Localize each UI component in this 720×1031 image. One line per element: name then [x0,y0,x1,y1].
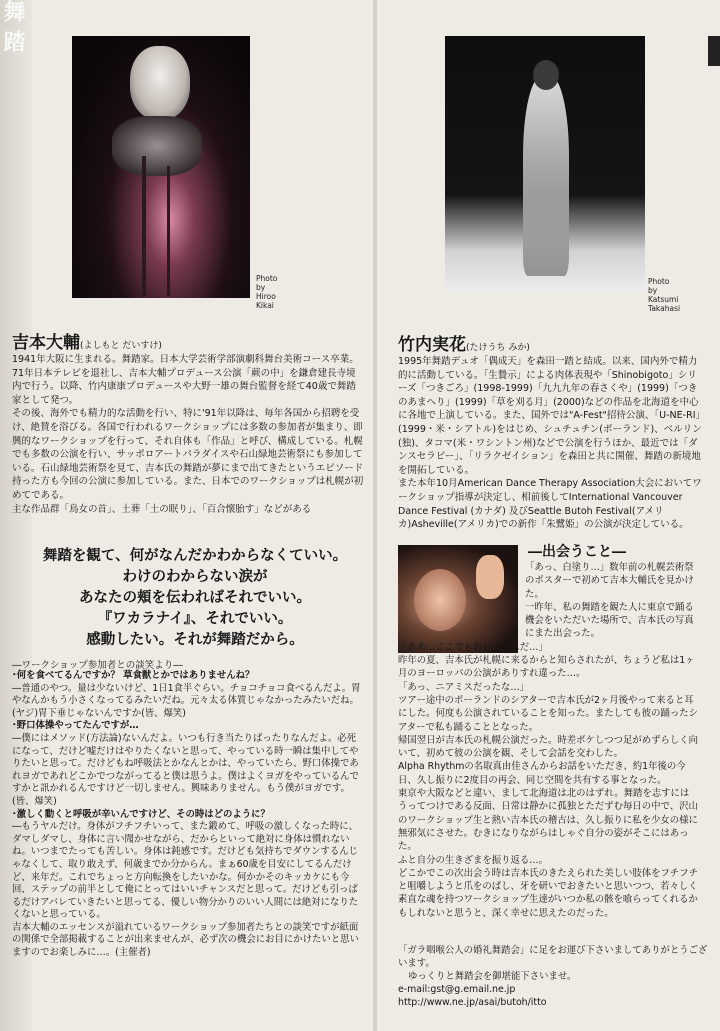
right-edge-mark [708,36,720,66]
yoshimoto-photo [72,36,250,298]
footer-line: ゆっくりと舞踏会を御堪能下さいませ。 [408,971,577,982]
photo-face [130,46,190,120]
takeuchi-bio [398,355,704,532]
workshop-question: ･何を食べてるんですか？ 草食獣とかではありませんね？ [12,670,255,681]
bio-paragraph: 主な作品群「鳥女の首」、土葬「土の眠り」、「百合懐胎す」などがある [12,503,312,515]
photo-head [533,60,559,90]
workshop-answer: ―もうヤルだけ。身体がフチフチいって、また鍛めて、呼吸の激しくなった時に、ダマしダマし、身体に言い聞かせながら、だからといって絶対に身体は慣れないね。いつまでたっても苦しい。身体は鈍感です。だけども気持ちでダウンするんじゃなくして、取り敢えず、何歳までか分からん。まぁ60歳を目安にしてるんだけど、来年だ。これでちょっと方向転換をしたいかな。何かかそのキッカケにも今回、ステップの前半として俺にとってはいいチャンスだと思って。だけども引っぱるだけアバレていきたいと思ってる、優しい物分かりのいい人間には絶対になりたくないと思っている。 [12,821,359,921]
workshop-answer: (ヤジ)胃下垂じゃないんですか(皆、爆笑) [12,707,186,719]
poem-line: 感動したい。それが舞踏だから。 [86,631,304,648]
closing-notice [398,944,708,1009]
workshop-answer: ―僕にはメソッド(方法論)ないんだよ。いつも行き当たりばったりなんだよ。必死になって、だけど嘘だけはやりたくないと思って、やっている時一瞬は集中してやりたいと思って。だけどもね呼吸法とかなんとかは、やっていたら、野口体操であれヨガであれどこかでつながってると僕は思うよ。僕はよくヨガをやっているんですかと訊かれるんですけど一切しません。興味ありません。もう僕がヨガです。(皆、爆笑) [12,732,359,807]
encounter-paragraph: どこかでこの次出会う時は吉本氏のきたえられた美しい肢体をフチフチと咀嚼しようと爪をのばし、牙を研いでおきたいと思いつつ、若々しく素直な魂を持つワークショップ生達がいつか私の骸を喰らってくれるかもしれないと思うと、深く幸せに思えたのだった。 [398,867,699,919]
workshop-conversation [12,670,362,960]
poem-line: わけのわからない涙が [122,568,268,585]
takeuchi-photo-credit: Photo by Katsumi Takahasi [648,277,681,313]
workshop-question: ･野口体操やってたんですが… [12,720,139,732]
workshop-heading: ―ワークショップ参加者との談笑より― [12,660,183,671]
takeuchi-name: 竹内実花 [398,335,466,355]
footer-line: 「ガラ咽喉公人の婚礼舞踏会」に足をお運び下さいましてありがとうございます。 [398,945,708,969]
encounter-paragraph: 「ああ…ここでもおどったんだ…」 [398,641,548,653]
photo-figure [523,76,569,276]
encounter-title: ―出会うこと― [528,544,626,560]
spine-lettering: 舞踏 [0,0,25,60]
photo-stick [142,156,146,296]
encounter-paragraph: 「あっ、白塗り…」数年前の札幌芸術祭のポスターで初めて吉本大輔氏を見かけた。 [525,562,694,600]
encounter-paragraph: ツアー途中のポーランドのシアターで吉本氏が2ヶ月後やって来ると耳にした。何度も公演されていることを知った。またしても彼の踊ったシアターで私も踊ることとなった。 [398,694,699,733]
contact-url[interactable]: http://www.ne.jp/asai/butoh/itto [398,997,547,1008]
encounter-paragraph: 一昨年、私の舞踏を観た人に東京で踊る機会をいただいた場所で、吉本氏の写真にまた出会った。 [525,601,694,640]
poem-block [30,545,360,650]
workshop-answer: ―普通のやつ。量は少ないけど、1日1食半ぐらい。チョコチョコ食べるんだよ。胃やなんかもう小さくなってるみたいだね。元々太る体質じゃなかったみたいだね。 [12,682,361,707]
center-gutter [373,0,377,1031]
workshop-answer: 吉本大輔のエッセンスが溢れているワークショップ参加者たちとの談笑ですが紙面の関係で全部掲載することが出来ませんが、必ず次の機会にお目にかけたいと思いますのでお楽しみに…。(主催者) [12,921,359,959]
yoshimoto-name: 吉本大輔 [12,333,80,353]
poem-line: あなたの頬を伝わればそれでいい。 [79,589,311,606]
yoshimoto-bio [12,353,364,516]
workshop-question: ･激しく動くと呼吸が辛いんですけど、その時はどのように？ [12,808,270,820]
encounter-paragraph: ふと自分の生きざまを振り返る…。 [398,854,549,866]
poem-line: 『ワカラナイ』、それでいい。 [97,610,293,627]
takeuchi-photo [445,36,645,292]
bio-paragraph: 1995年舞踏デュオ「偶成天」を森田一踏と結成。以来、国内外で精力的に活動している。「生贄示」による肉体表現や「Shinobigoto」シリーズ「つきごろ」(1998-1999)「九九九年の春さくや」(1999)「つきのあまへり」(1999)「草を刈る月」(2000)などの作品を北海道を中心に各地で上演している。また、国外では"A-Fest"招待公演、「U-NE-RI」(1999・米・シアトル)をはじめ、シュチュチン(ポーランド)、ベルリン(独)、タコマ(米・ワシントン州)などで公演を行うほか、最近では「ダンスセラピー」、「リラクゼイション」を森田と共に開催、舞踏の新境地を開拓している。 [398,356,702,476]
bio-paragraph: その後、海外でも精力的な活動を行い、特に'91年以降は、毎年各国から招聘を受け、絶賛を浴びる。各国で行われるワークショップには多数の参加者が集まり、即興的なワークショップを行って、それ自体も「作品」と呼び、構成している。札幌でも多数の公演を行い、サッポロアートパラダイスや石山緑地芸術祭にも参加している。石山緑地芸術祭を見て、吉本氏の舞踏が夢にまで出てきたというエピソード持った方も今回の公演に参加している。また、日本でのワークショップは札幌が初めてである。 [12,408,364,501]
takeuchi-name-heading [398,330,530,355]
photo-stick [167,166,170,296]
encounter-paragraph: 帰国翌日が吉本氏の札幌公演だった。時差ボケしつつ足がめずらしく向いて、初めて彼の公演を観、そして会話を交わした。 [398,734,699,760]
encounter-essay [398,561,698,920]
photo-body [112,116,202,176]
yoshimoto-photo-credit: Photo by Hiroo Kikai [256,274,278,310]
contact-email[interactable]: e-mail:gst@g.email.ne.jp [398,984,516,995]
takeuchi-reading: (たけうち みか) [466,343,530,353]
bio-paragraph: 1941年大阪に生まれる。舞踏家。日本大学芸術学部演劇科舞台美術コース卒業。71年日本テレビを退社し、吉本大輔プロデュース公演「蕨の中」を鎌倉建長寺境内で行う。以降、竹内康康プロデュースや大野一雄の舞台監督を経て40歳で舞踏家として発つ。 [12,354,359,406]
yoshimoto-reading: (よしもと だいすけ) [80,341,162,351]
encounter-paragraph: 「あっ、ニアミスだったな…」 [398,681,530,693]
encounter-paragraph: 昨年の夏、吉本氏が札幌に来るからと知らされたが、ちょうど私は1ヶ月のヨーロッパの公演がありすれ違った…。 [398,655,695,680]
encounter-paragraph: Alpha Rhythmの名取真由佳さんからお話をいただき、約1年後の今日、久し振りに2度目の再会、同じ空間を共有する事となった。 [398,761,686,786]
bio-paragraph: また本年10月American Dance Therapy Association大会においてワークショップ指導が決定し、相前後してInternational Vancouver Dance Festival (カナダ) 及びSeattle Butoh Festival(アメリカ)Asheville(アメリカ)での新作「朱鷺姫」の公演が決定している。 [398,478,702,531]
yoshimoto-name-heading [12,328,162,353]
encounter-paragraph: 東京や大阪などと違い、まして北海道は北のはずれ。舞踏を志すにはうってつけである反面、日常は静かに孤独とただずむ毎日の中で、沢山のワークショップ生と熱い吉本氏の稽古は、久し振りに私を少女の様に無邪気にさせた。むきになりながらはしゃぐ自分の姿がそこにはあった。 [398,788,698,853]
poem-line: 舞踏を観て、何がなんだかわからなくていい。 [42,547,348,564]
